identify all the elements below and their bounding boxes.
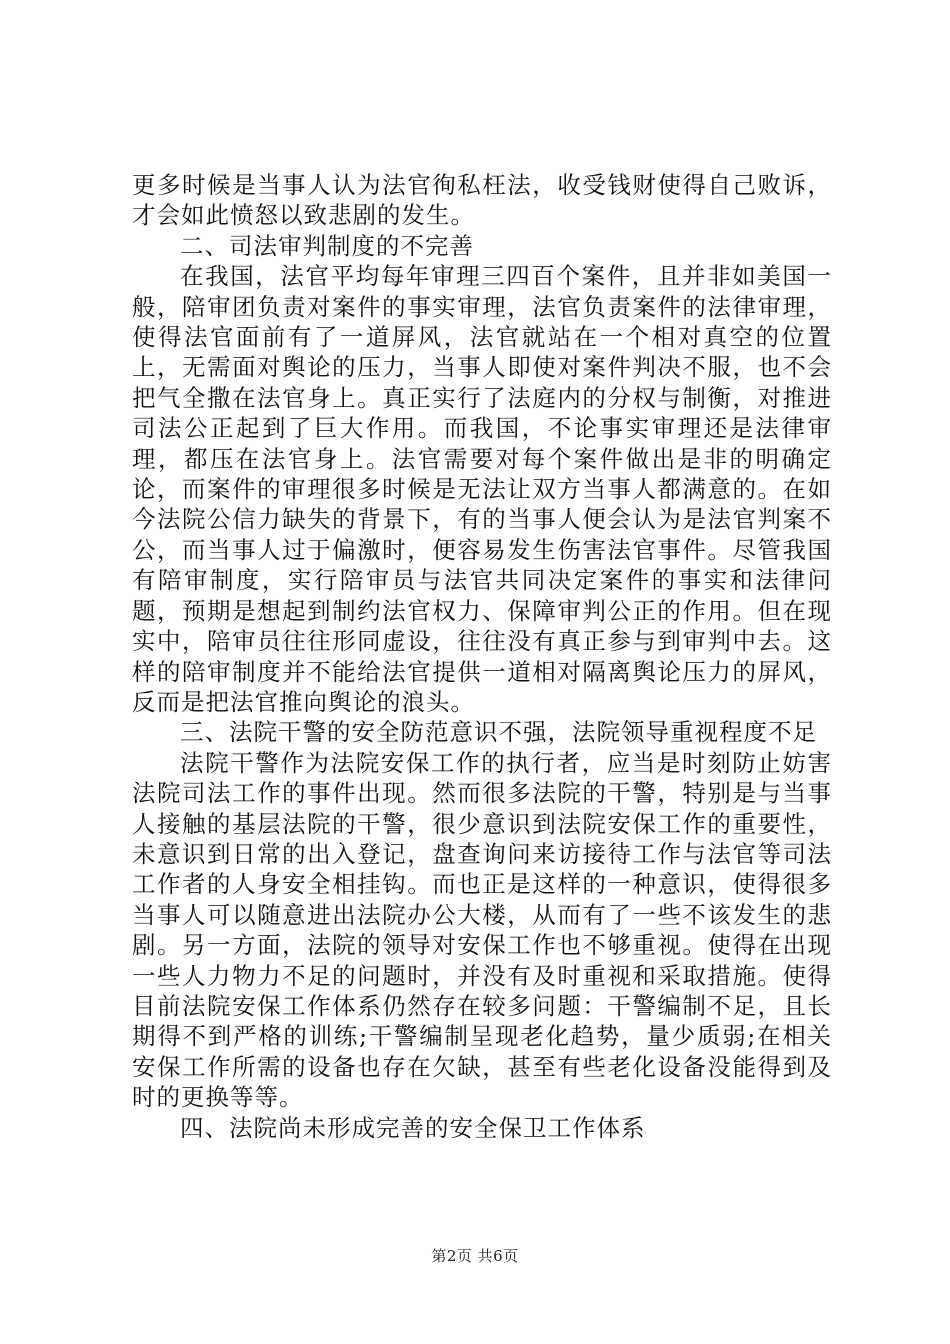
section-heading-2: 二、司法审判制度的不完善 bbox=[180, 231, 474, 260]
page-number-footer: 第2页 共6页 bbox=[431, 1247, 519, 1265]
paragraph-court-security: 法院干警作为法院安保工作的执行者，应当是时刻防止妨害法院司法工作的事件出现。然而很多法院的干警，特别是与当事人接触的基层法院的干警，很少意识到法院安保工作的重要性，未意识到日常的出入登记，盘查询问来访接待工作与法官等司法工作者的人身安全相挂钩。而也正是这样的一种意识，使得很多当事人可以随意进出法院办公大楼，从而有了一些不该发生的悲剧。另一方面，法院的领导对安保工作也不够重视。使得在出现一些人力物力不足的问题时，并没有及时重视和采取措施。使得目前法院安保工作体系仍然存在较多问题：干警编制不足，且长期得不到严格的训练;干警编制呈现老化趋势，量少质弱;在相关安保工作所需的设备也存在欠缺，甚至有些老化设备没能得到及时的更换等等。 bbox=[132, 748, 832, 1112]
paragraph-continuation: 更多时候是当事人认为法官徇私枉法，收受钱财使得自己败诉，才会如此愤怒以致悲剧的发生。 bbox=[132, 171, 832, 230]
section-heading-3: 三、法院干警的安全防范意识不强，法院领导重视程度不足 bbox=[180, 718, 817, 747]
paragraph-judicial-system: 在我国，法官平均每年审理三四百个案件，且并非如美国一般，陪审团负责对案件的事实审理，法官负责案件的法律审理，使得法官面前有了一道屏风，法官就站在一个相对真空的位置上，无需面对舆论的压力，当事人即使对案件判决不服，也不会把气全撒在法官身上。真正实行了法庭内的分权与制衡，对推进司法公正起到了巨大作用。而我国，不论事实审理还是法律审理，都压在法官身上。法官需要对每个案件做出是非的明确定论，而案件的审理很多时候是无法让双方当事人都满意的。在如今法院公信力缺失的背景下，有的当事人便会认为是法官判案不公，而当事人过于偏激时，便容易发生伤害法官事件。尽管我国有陪审制度，实行陪审员与法官共同决定案件的事实和法律问题，预期是想起到制约法官权力、保障审判公正的作用。但在现实中，陪审员往往形同虚设，往往没有真正参与到审判中去。这样的陪审制度并不能给法官提供一道相对隔离舆论压力的屏风，反而是把法官推向舆论的浪头。 bbox=[132, 262, 832, 716]
document-body bbox=[132, 170, 832, 1143]
section-heading-4: 四、法院尚未形成完善的安全保卫工作体系 bbox=[180, 1113, 646, 1142]
